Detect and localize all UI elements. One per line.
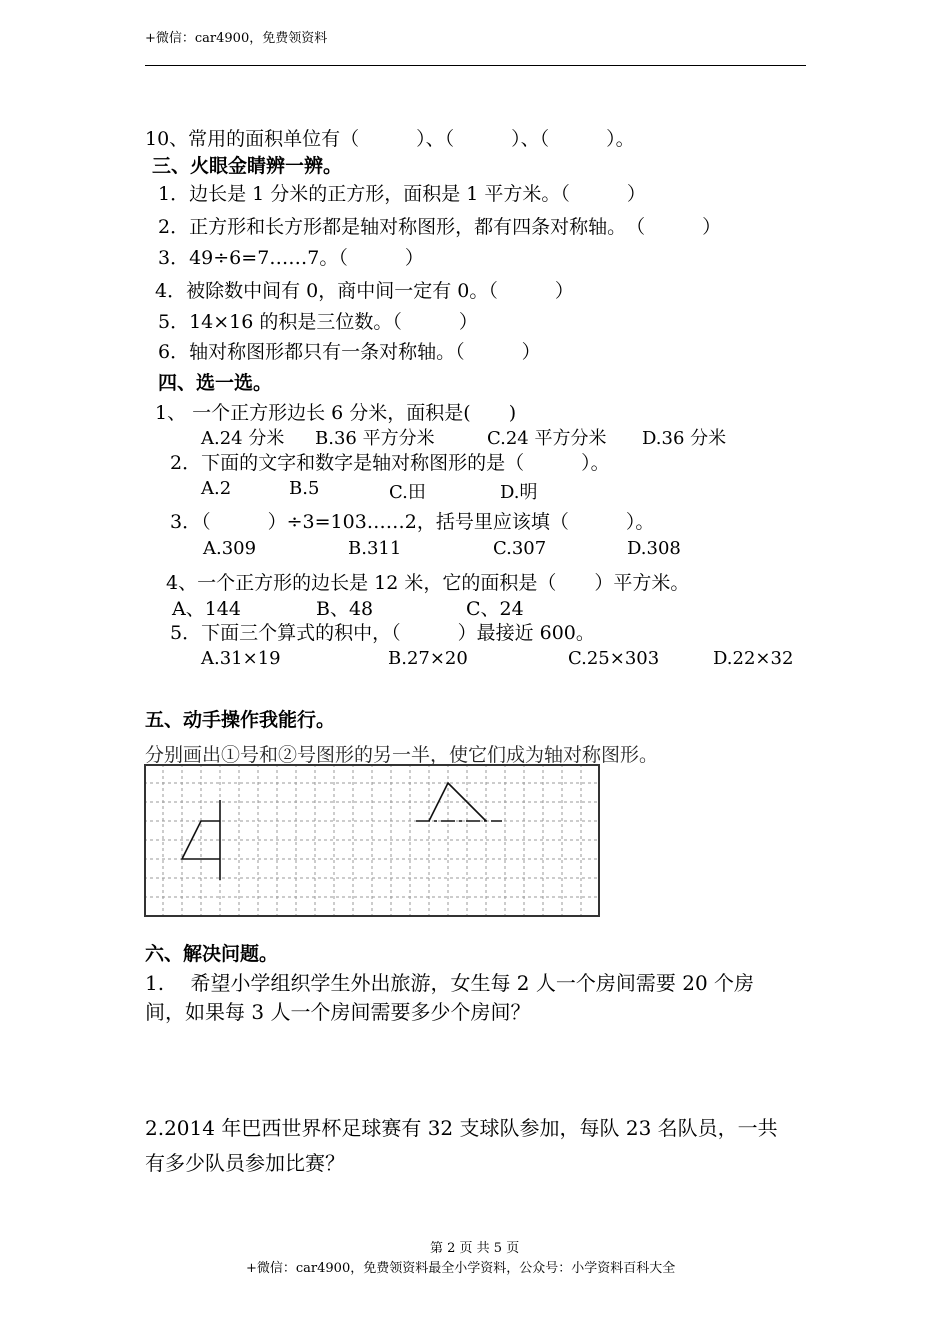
choice-q3-option-d: D.308: [627, 538, 681, 559]
choice-q1-option-b: B.36 平方分米: [315, 428, 435, 449]
choice-q1-option-a: A.24 分米: [201, 428, 285, 449]
section-4-title: 四、选一选。: [158, 372, 273, 394]
page-number: 第 2 页 共 5 页: [430, 1241, 520, 1256]
judge-item-6: 6．轴对称图形都只有一条对称轴。（ ）: [158, 341, 541, 363]
header-watermark: +微信：car4900，免费领资料: [145, 31, 328, 46]
judge-item-2: 2．正方形和长方形都是轴对称图形，都有四条对称轴。 （ ）: [158, 216, 722, 238]
choice-q4-option-b: B、48: [316, 598, 374, 620]
problem-2-line-1: 2.2014 年巴西世界杯足球赛有 32 支球队参加，每队 23 名队员，一共: [145, 1116, 778, 1140]
footer-watermark: +微信：car4900，免费领资料最全小学资料，公众号：小学资料百科大全: [246, 1261, 676, 1276]
section-6-title: 六、解决问题。: [145, 943, 279, 965]
choice-q1-option-d: D.36 分米: [642, 428, 727, 449]
judge-item-1: 1．边长是 1 分米的正方形，面积是 1 平方米。（ ）: [158, 183, 646, 205]
choice-q3: 3．（ ）÷3=103……2，括号里应该填（ ）。: [170, 511, 655, 533]
drawing-grid: [144, 764, 600, 917]
problem-2-line-2: 有多少队员参加比赛？: [145, 1151, 345, 1175]
choice-q2-option-a: A.2: [201, 478, 232, 499]
choice-q4: 4、一个正方形的边长是 12 米，它的面积是（ ）平方米。: [166, 572, 690, 594]
judge-item-3: 3．49÷6=7……7。（ ）: [158, 247, 424, 269]
judge-item-4: 4．被除数中间有 0，商中间一定有 0。（ ）: [155, 280, 574, 302]
choice-q2-option-d: D.明: [500, 482, 538, 503]
question-10: 10、常用的面积单位有（ ）、（ ）、（ ）。: [145, 128, 635, 150]
choice-q4-option-c: C、24: [466, 598, 524, 620]
choice-q4-option-a: A、144: [172, 598, 241, 620]
choice-q1-option-c: C.24 平方分米: [487, 428, 607, 449]
problem-1-line-1: 1. 希望小学组织学生外出旅游，女生每 2 人一个房间需要 20 个房: [145, 971, 755, 995]
choice-q5-option-c: C.25×303: [568, 648, 660, 669]
choice-q2-option-b: B.5: [289, 478, 320, 499]
choice-q5: 5．下面三个算式的积中，（ ）最接近 600。: [170, 622, 595, 644]
choice-q3-option-a: A.309: [203, 538, 257, 559]
judge-item-5: 5．14×16 的积是三位数。（ ）: [158, 311, 478, 333]
choice-q5-option-b: B.27×20: [388, 648, 468, 669]
choice-q2-option-c: C.田: [389, 482, 426, 503]
choice-q2: 2．下面的文字和数字是轴对称图形的是（ ）。: [170, 452, 610, 474]
choice-q5-option-d: D.22×32: [713, 648, 794, 669]
section-5-title: 五、动手操作我能行。: [145, 709, 336, 731]
choice-q3-option-c: C.307: [493, 538, 547, 559]
problem-1-line-2: 间，如果每 3 人一个房间需要多少个房间？: [145, 1000, 531, 1024]
section-3-title: 三、火眼金睛辨一辨。: [152, 155, 343, 177]
choice-q1: 1、 一个正方形边长 6 分米，面积是( ): [155, 402, 517, 424]
header-rule: [145, 65, 806, 66]
drawing-instruction: 分别画出①号和②号图形的另一半，使它们成为轴对称图形。: [145, 744, 659, 766]
choice-q3-option-b: B.311: [348, 538, 402, 559]
choice-q5-option-a: A.31×19: [201, 648, 281, 669]
